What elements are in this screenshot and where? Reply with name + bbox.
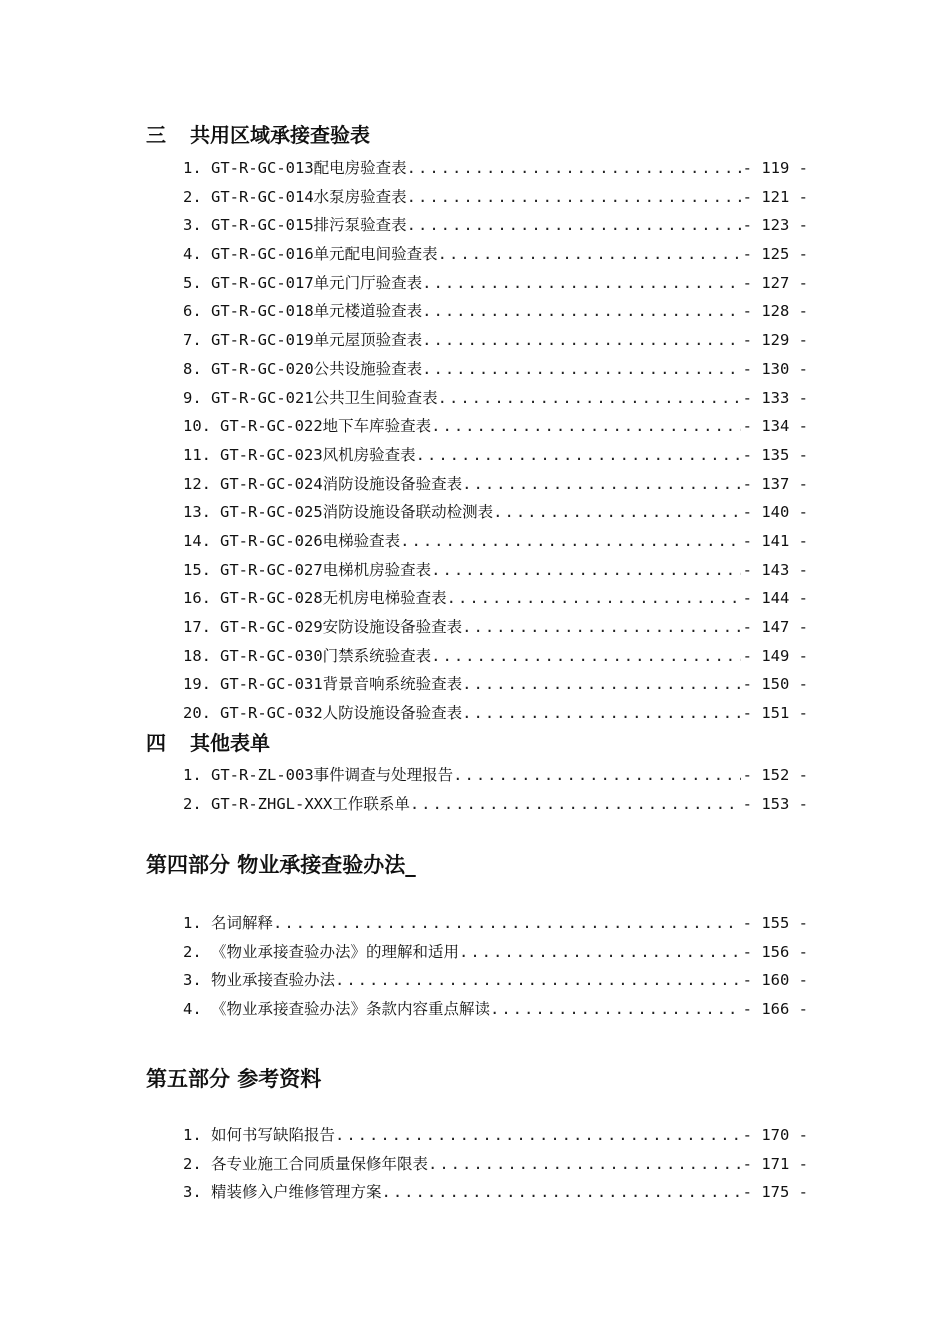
toc-entry-page: - 156 -: [742, 942, 808, 961]
toc-entry-page: - 134 -: [742, 417, 808, 436]
toc-entry-title: 无机房电梯验查表: [322, 589, 447, 608]
toc-entry[interactable]: [183, 498, 808, 527]
dot-leader: [438, 384, 741, 413]
toc-entry-title: 事件调查与处理报告: [313, 766, 454, 784]
toc-entry-number: 4.: [183, 1000, 202, 1019]
toc-entry-page: - 152 -: [742, 766, 808, 784]
toc-entry-code: GT-R-GC-023: [220, 445, 323, 464]
toc-entry-page: - 171 -: [742, 1154, 808, 1173]
dot-leader: [273, 909, 741, 938]
toc-entry[interactable]: [183, 269, 808, 298]
toc-entry[interactable]: [183, 355, 808, 384]
dot-leader: [438, 240, 741, 269]
toc-entry[interactable]: [183, 1150, 808, 1179]
toc-entry-code: GT-R-GC-025: [220, 503, 323, 522]
toc-entry-page: - 160 -: [742, 971, 808, 990]
toc-entry-number: 19.: [183, 675, 211, 694]
toc-entry-number: 16.: [183, 589, 211, 608]
toc-entry-title: 单元楼道验查表: [313, 302, 423, 321]
toc-entry[interactable]: [183, 938, 808, 967]
toc-entry-title: 物业承接查验办法: [211, 971, 336, 990]
toc-entry-code: GT-R-GC-014: [211, 187, 314, 206]
toc-entry[interactable]: [183, 699, 808, 728]
toc-entry-title: 消防设施设备验查表: [322, 474, 463, 493]
toc-entry[interactable]: [183, 240, 808, 269]
toc-entry-title: 各专业施工合同质量保修年限表: [211, 1154, 429, 1173]
section-3-list: [183, 154, 808, 728]
toc-entry[interactable]: [183, 966, 808, 995]
toc-entry-code: GT-R-ZL-003: [211, 766, 314, 784]
toc-entry-page: - 170 -: [742, 1126, 808, 1144]
toc-entry-title: 工作联系单: [332, 794, 410, 813]
toc-entry-code: GT-R-GC-019: [211, 331, 314, 350]
toc-entry[interactable]: [183, 1178, 808, 1207]
toc-entry-code: GT-R-GC-030: [220, 646, 323, 665]
dot-leader: [422, 297, 741, 326]
toc-entry-code: GT-R-GC-017: [211, 273, 314, 292]
toc-entry-page: - 153 -: [742, 794, 808, 813]
toc-entry-page: - 143 -: [742, 560, 808, 579]
toc-entry-code: GT-R-GC-022: [220, 417, 323, 436]
toc-entry-page: - 133 -: [742, 388, 808, 407]
toc-entry-number: 10.: [183, 417, 211, 436]
toc-entry-title: 单元屋顶验查表: [313, 331, 423, 350]
toc-entry-title: 排污泵验查表: [313, 216, 407, 235]
dot-leader: [400, 527, 741, 556]
toc-entry-code: GT-R-GC-026: [220, 531, 323, 550]
section-3-title: 共用区域承接查验表: [190, 123, 370, 147]
toc-entry-title: 配电房验查表: [313, 159, 407, 177]
toc-entry-page: - 140 -: [742, 503, 808, 522]
toc-entry-number: 3.: [183, 216, 202, 235]
toc-entry-page: - 149 -: [742, 646, 808, 665]
toc-entry-number: 1.: [183, 1126, 202, 1144]
dot-leader: [407, 211, 741, 240]
toc-entry-number: 2.: [183, 794, 202, 813]
toc-entry-number: 1.: [183, 766, 202, 784]
toc-entry-page: - 151 -: [742, 704, 808, 723]
toc-entry-title: 消防设施设备联动检测表: [322, 503, 494, 522]
toc-entry-title: 精装修入户维修管理方案: [211, 1183, 382, 1202]
dot-leader: [335, 966, 741, 995]
toc-entry-page: - 119 -: [742, 159, 808, 177]
toc-entry[interactable]: [183, 1121, 808, 1150]
part-4-heading: 第四部分 物业承接查验办法_: [146, 853, 416, 877]
toc-entry-page: - 130 -: [742, 359, 808, 378]
dot-leader: [407, 183, 741, 212]
toc-entry-page: - 128 -: [742, 302, 808, 321]
toc-entry-number: 2.: [183, 1154, 202, 1173]
part-5-list: [183, 1121, 808, 1207]
section-4-list: [183, 761, 808, 818]
toc-entry-page: - 135 -: [742, 445, 808, 464]
toc-entry-page: - 129 -: [742, 331, 808, 350]
toc-entry-page: - 137 -: [742, 474, 808, 493]
toc-entry-title: 单元门厅验查表: [313, 273, 423, 292]
dot-leader: [447, 584, 741, 613]
toc-entry-page: - 175 -: [742, 1183, 808, 1202]
dot-leader: [462, 670, 741, 699]
toc-entry-code: GT-R-GC-018: [211, 302, 314, 321]
toc-entry-title: 《物业承接查验办法》条款内容重点解读: [211, 1000, 491, 1019]
toc-entry-page: - 144 -: [742, 589, 808, 608]
toc-entry-number: 15.: [183, 560, 211, 579]
toc-entry-page: - 147 -: [742, 618, 808, 636]
dot-leader: [462, 613, 741, 642]
toc-entry-code: GT-R-GC-020: [211, 359, 314, 378]
dot-leader: [382, 1178, 741, 1207]
toc-entry[interactable]: [183, 584, 808, 613]
toc-entry[interactable]: [183, 297, 808, 326]
toc-entry-title: 电梯机房验查表: [322, 560, 432, 579]
toc-entry[interactable]: [183, 909, 808, 938]
toc-entry[interactable]: [183, 613, 808, 642]
toc-entry-title: 安防设施设备验查表: [322, 618, 463, 636]
dot-leader: [453, 761, 741, 790]
toc-entry-title: 人防设施设备验查表: [322, 704, 463, 723]
toc-entry-page: - 141 -: [742, 531, 808, 550]
toc-entry-code: GT-R-GC-013: [211, 159, 314, 177]
toc-entry-code: GT-R-GC-031: [220, 675, 323, 694]
dot-leader: [431, 412, 741, 441]
toc-entry-number: 20.: [183, 704, 211, 723]
section-3-number: 三: [146, 123, 166, 147]
toc-entry-number: 2.: [183, 187, 202, 206]
toc-entry-number: 11.: [183, 445, 211, 464]
toc-entry-number: 5.: [183, 273, 202, 292]
toc-entry-page: - 150 -: [742, 675, 808, 694]
dot-leader: [407, 154, 741, 183]
toc-entry-page: - 127 -: [742, 273, 808, 292]
toc-entry-code: GT-R-GC-021: [211, 388, 314, 407]
toc-entry-number: 3.: [183, 971, 202, 990]
toc-entry-title: 公共卫生间验查表: [313, 388, 438, 407]
toc-entry-page: - 121 -: [742, 187, 808, 206]
section-4-heading: [146, 730, 270, 756]
toc-entry[interactable]: [183, 761, 808, 790]
toc-entry-number: 7.: [183, 331, 202, 350]
toc-entry[interactable]: [183, 326, 808, 355]
dot-leader: [422, 355, 741, 384]
toc-entry[interactable]: [183, 384, 808, 413]
dot-leader: [410, 790, 741, 819]
toc-entry[interactable]: [183, 642, 808, 671]
toc-entry-code: GT-R-GC-016: [211, 245, 314, 264]
toc-entry[interactable]: [183, 183, 808, 212]
toc-entry-number: 8.: [183, 359, 202, 378]
toc-entry[interactable]: [183, 527, 808, 556]
toc-entry-title: 如何书写缺陷报告: [211, 1126, 336, 1144]
toc-entry-title: 单元配电间验查表: [313, 245, 438, 264]
toc-entry-code: GT-R-GC-029: [220, 618, 323, 636]
toc-entry-code: GT-R-GC-028: [220, 589, 323, 608]
toc-entry[interactable]: [183, 211, 808, 240]
toc-entry-number: 4.: [183, 245, 202, 264]
toc-entry[interactable]: [183, 154, 808, 183]
toc-entry-page: - 155 -: [742, 914, 808, 932]
toc-entry-number: 9.: [183, 388, 202, 407]
dot-leader: [462, 470, 741, 499]
toc-entry-number: 17.: [183, 618, 211, 636]
section-3-heading: [146, 122, 370, 148]
toc-entry-page: - 123 -: [742, 216, 808, 235]
dot-leader: [493, 498, 741, 527]
toc-entry-number: 12.: [183, 474, 211, 493]
toc-entry-number: 2.: [183, 942, 202, 961]
toc-entry-code: GT-R-ZHGL-XXX: [211, 794, 333, 813]
toc-entry-code: GT-R-GC-024: [220, 474, 323, 493]
toc-entry-title: 《物业承接查验办法》的理解和适用: [211, 942, 460, 961]
part-4-list: [183, 909, 808, 1024]
toc-entry-page: - 166 -: [742, 1000, 808, 1019]
dot-leader: [428, 1150, 741, 1179]
dot-leader: [431, 556, 741, 585]
toc-entry[interactable]: [183, 670, 808, 699]
toc-entry-number: 14.: [183, 531, 211, 550]
dot-leader: [422, 269, 741, 298]
toc-entry-code: GT-R-GC-032: [220, 704, 323, 723]
toc-entry-number: 6.: [183, 302, 202, 321]
toc-entry-title: 名词解释: [211, 914, 274, 932]
dot-leader: [422, 326, 741, 355]
toc-entry-title: 门禁系统验查表: [322, 646, 432, 665]
toc-entry[interactable]: [183, 995, 808, 1024]
dot-leader: [431, 642, 741, 671]
toc-entry-title: 风机房验查表: [322, 445, 416, 464]
dot-leader: [462, 699, 741, 728]
toc-entry-title: 水泵房验查表: [313, 187, 407, 206]
section-4-title: 其他表单: [190, 731, 270, 755]
toc-entry-code: GT-R-GC-015: [211, 216, 314, 235]
dot-leader: [335, 1121, 741, 1150]
section-4-number: 四: [146, 731, 166, 755]
toc-entry-number: 1.: [183, 159, 202, 177]
toc-entry[interactable]: [183, 441, 808, 470]
dot-leader: [459, 938, 741, 967]
toc-entry-number: 18.: [183, 646, 211, 665]
toc-entry-title: 背景音响系统验查表: [322, 675, 463, 694]
toc-entry-number: 13.: [183, 503, 211, 522]
toc-entry-title: 电梯验查表: [322, 531, 401, 550]
toc-entry-number: 3.: [183, 1183, 202, 1202]
dot-leader: [416, 441, 741, 470]
toc-entry[interactable]: [183, 470, 808, 499]
toc-entry-page: - 125 -: [742, 245, 808, 264]
toc-entry-code: GT-R-GC-027: [220, 560, 323, 579]
toc-entry[interactable]: [183, 556, 808, 585]
toc-entry-title: 地下车库验查表: [322, 417, 432, 436]
toc-entry-number: 1.: [183, 914, 202, 932]
toc-entry[interactable]: [183, 412, 808, 441]
toc-entry[interactable]: [183, 790, 808, 819]
toc-entry-title: 公共设施验查表: [313, 359, 423, 378]
dot-leader: [490, 995, 741, 1024]
part-5-heading: 第五部分 参考资料: [146, 1067, 322, 1091]
